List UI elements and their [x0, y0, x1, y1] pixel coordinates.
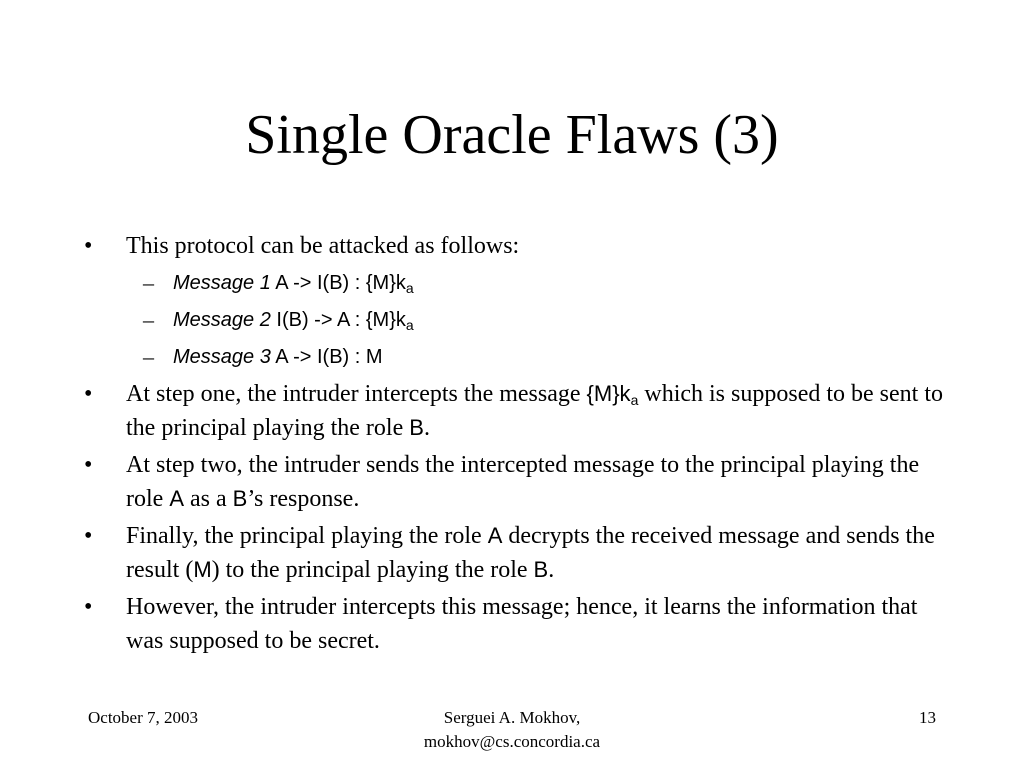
message-label: Message 2 [173, 309, 271, 331]
dash-mark: – [143, 344, 154, 369]
footer-date: October 7, 2003 [88, 708, 199, 727]
message-body: A -> I(B) : M [270, 346, 383, 368]
bullet-text: At step two, the intruder sends the intercepted message to the principal playing the role [126, 452, 920, 512]
bullet-mark: • [84, 452, 93, 478]
bullet-item [84, 377, 944, 445]
bullet-item [84, 519, 944, 587]
sub-item-message-2 [84, 303, 944, 337]
sub-item-message-3 [84, 340, 944, 374]
author-email: mokhov@cs.concordia.ca [423, 732, 601, 751]
bullet-text: . [548, 557, 555, 583]
dash-mark: – [143, 307, 154, 332]
bullet-item [84, 590, 944, 658]
key-subscript: a [630, 392, 639, 408]
bullet-mark: • [84, 594, 93, 620]
bullet-mark: • [84, 233, 93, 259]
author-name: Serguei A. Mokhov, [443, 708, 581, 727]
bullet-item [84, 229, 944, 263]
role-term: B [533, 557, 549, 582]
role-term: A [169, 486, 184, 511]
bullet-mark: • [84, 381, 93, 407]
dash-mark: – [143, 270, 154, 295]
bullet-mark: • [84, 523, 93, 549]
message-body: I(B) -> A : {M}k [270, 309, 406, 331]
bullet-text: Finally, the principal playing the role [126, 523, 488, 549]
key-subscript: a [405, 317, 414, 333]
message-label: Message 3 [173, 346, 271, 368]
bullet-item [84, 448, 944, 516]
message-body: A -> I(B) : {M}k [270, 272, 406, 294]
message-label: Message 1 [173, 272, 271, 294]
slide-content [84, 229, 944, 661]
bullet-text: as a [184, 486, 233, 512]
role-term: B [409, 415, 424, 440]
bullet-text: . [423, 415, 430, 441]
key-subscript: a [405, 280, 414, 296]
bullet-text: At step one, the intruder intercepts the message [126, 381, 587, 407]
bullet-text: decrypts the received message and sends the result ( [126, 523, 935, 583]
math-term: {M}k [586, 381, 631, 406]
role-term: B [232, 486, 248, 511]
sub-item-message-1 [84, 266, 944, 300]
bullet-text: ) to the principal playing the role [211, 557, 534, 583]
bullet-text: which is supposed to be sent to the principal playing the role [126, 381, 943, 441]
bullet-text: This protocol can be attacked as follows: [126, 233, 520, 259]
footer-author [362, 706, 662, 754]
bullet-text: ’s response. [247, 486, 360, 512]
page-number: 13 [919, 708, 936, 727]
bullet-text: However, the intruder intercepts this message; hence, it learns the information that was supposed to be secret. [126, 594, 918, 654]
role-term: A [487, 523, 503, 548]
slide-title: Single Oracle Flaws (3) [245, 104, 779, 166]
math-term: M [193, 557, 212, 582]
